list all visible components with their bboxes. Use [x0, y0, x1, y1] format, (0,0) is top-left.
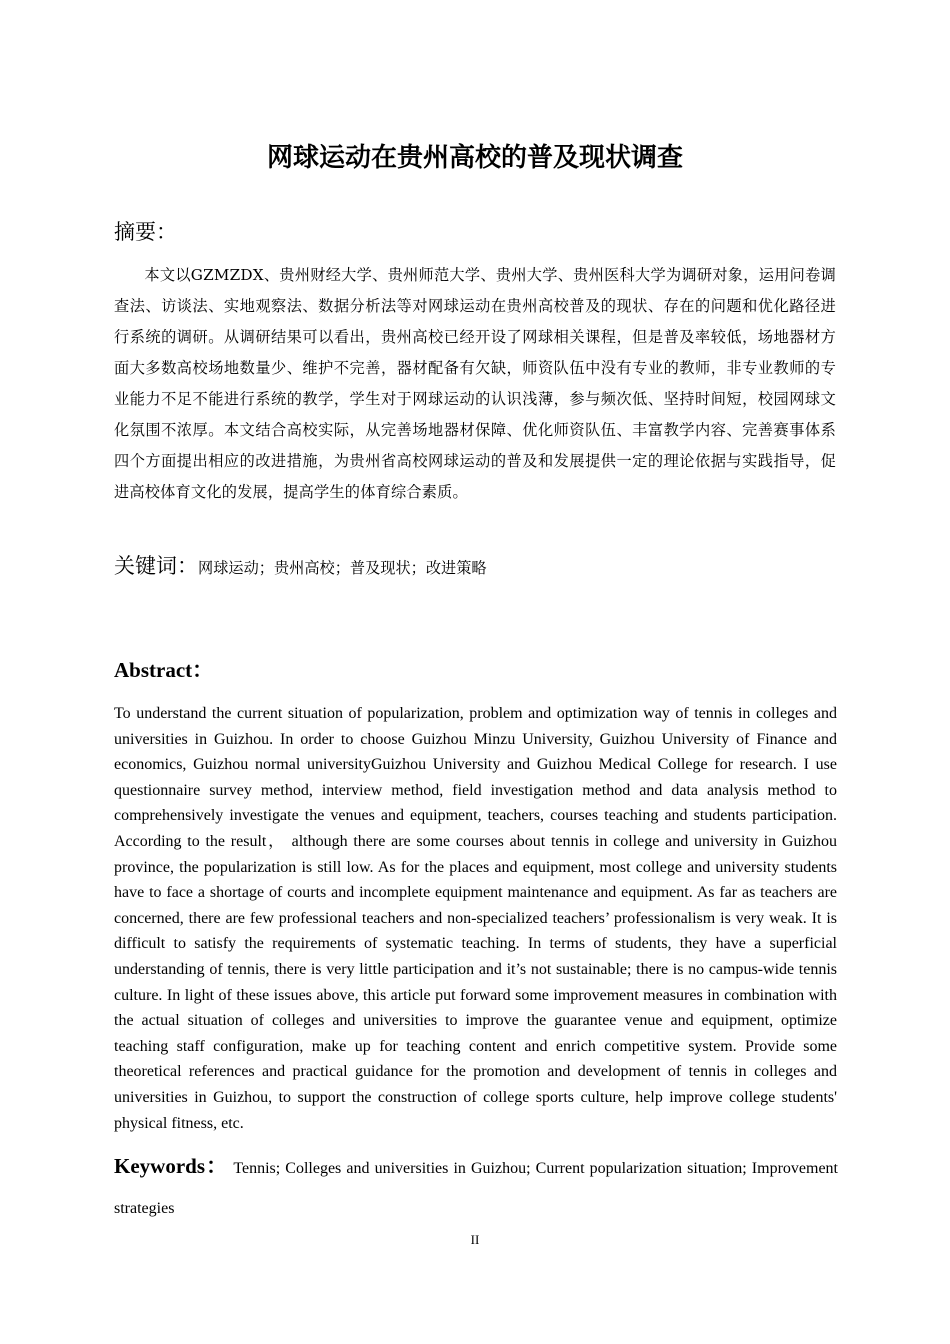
english-abstract-heading: Abstract：: [114, 658, 214, 682]
chinese-keywords: [114, 550, 836, 584]
english-abstract-body: To understand the current situation of popularization, problem and optimization way of tennis in colleges and universities in Guizhou. In order to choose Guizhou Minzu University, Guizhou University of Finance and economics, Guizhou normal universityGuizhou University and Guizhou Medical College for research. I use questionnaire survey method, interview method, field investigation method and data analysis method to comprehensively investigate the venues and equipment, teachers, courses teaching and students participation. According to the result， although there are some courses about tennis in college and university in Guizhou province, the popularization is still low. As for the places and equipment, most college and university students have to face a shortage of courts and incomplete equipment maintenance and equipment. As far as teachers are concerned, there are few professional teachers and non-specialized teachers’ professionalism is very weak. It is difficult to satisfy the requirements of systematic teaching. In terms of students, they have a superficial understanding of tennis, there is very little participation and it’s not sustainable; there is no campus-wide tennis culture. In light of these issues above, this article put forward some improvement measures in combination with the actual situation of colleges and universities to improve the guarantee venue and equipment, optimize teaching staff configuration, make up for teaching content and enrich competitive system. Provide some theoretical references and practical guidance for the promotion and development of tennis in colleges and universities in Guizhou, to support the construction of college sports culture, help improve college students' physical fitness, etc.: [114, 705, 837, 1132]
chinese-abstract-body: 本文以GZMZDX、贵州财经大学、贵州师范大学、贵州大学、贵州医科大学为调研对象，运用问卷调查法、访谈法、实地观察法、数据分析法等对网球运动在贵州高校普及的现状、存在的问题和优化路径进行系统的调研。从调研结果可以看出，贵州高校已经开设了网球相关课程，但是普及率较低，场地器材方面大多数高校场地数量少、维护不完善，器材配备有欠缺，师资队伍中没有专业的教师，非专业教师的专业能力不足不能进行系统的教学，学生对于网球运动的认识浅薄，参与频次低、坚持时间短，校园网球文化氛围不浓厚。本文结合高校实际，从完善场地器材保障、优化师资队伍、丰富教学内容、完善赛事体系四个方面提出相应的改进措施，为贵州省高校网球运动的普及和发展提供一定的理论依据与实践指导，促进高校体育文化的发展，提高学生的体育综合素质。: [114, 266, 836, 501]
chinese-keywords-label: 关键词：: [114, 554, 198, 578]
document-title: 网球运动在贵州高校的普及现状调查: [266, 143, 683, 173]
page-number: II: [470, 1232, 480, 1247]
chinese-keywords-text: 网球运动；贵州高校；普及现状；改进策略: [198, 559, 487, 577]
english-keywords-label: Keywords：: [114, 1154, 229, 1178]
chinese-abstract-heading: 摘要：: [114, 220, 177, 244]
english-keywords: [114, 1146, 838, 1229]
english-keywords-text: Tennis; Colleges and universities in Guizhou; Current popularization situation; Improvement strategies: [114, 1160, 839, 1217]
